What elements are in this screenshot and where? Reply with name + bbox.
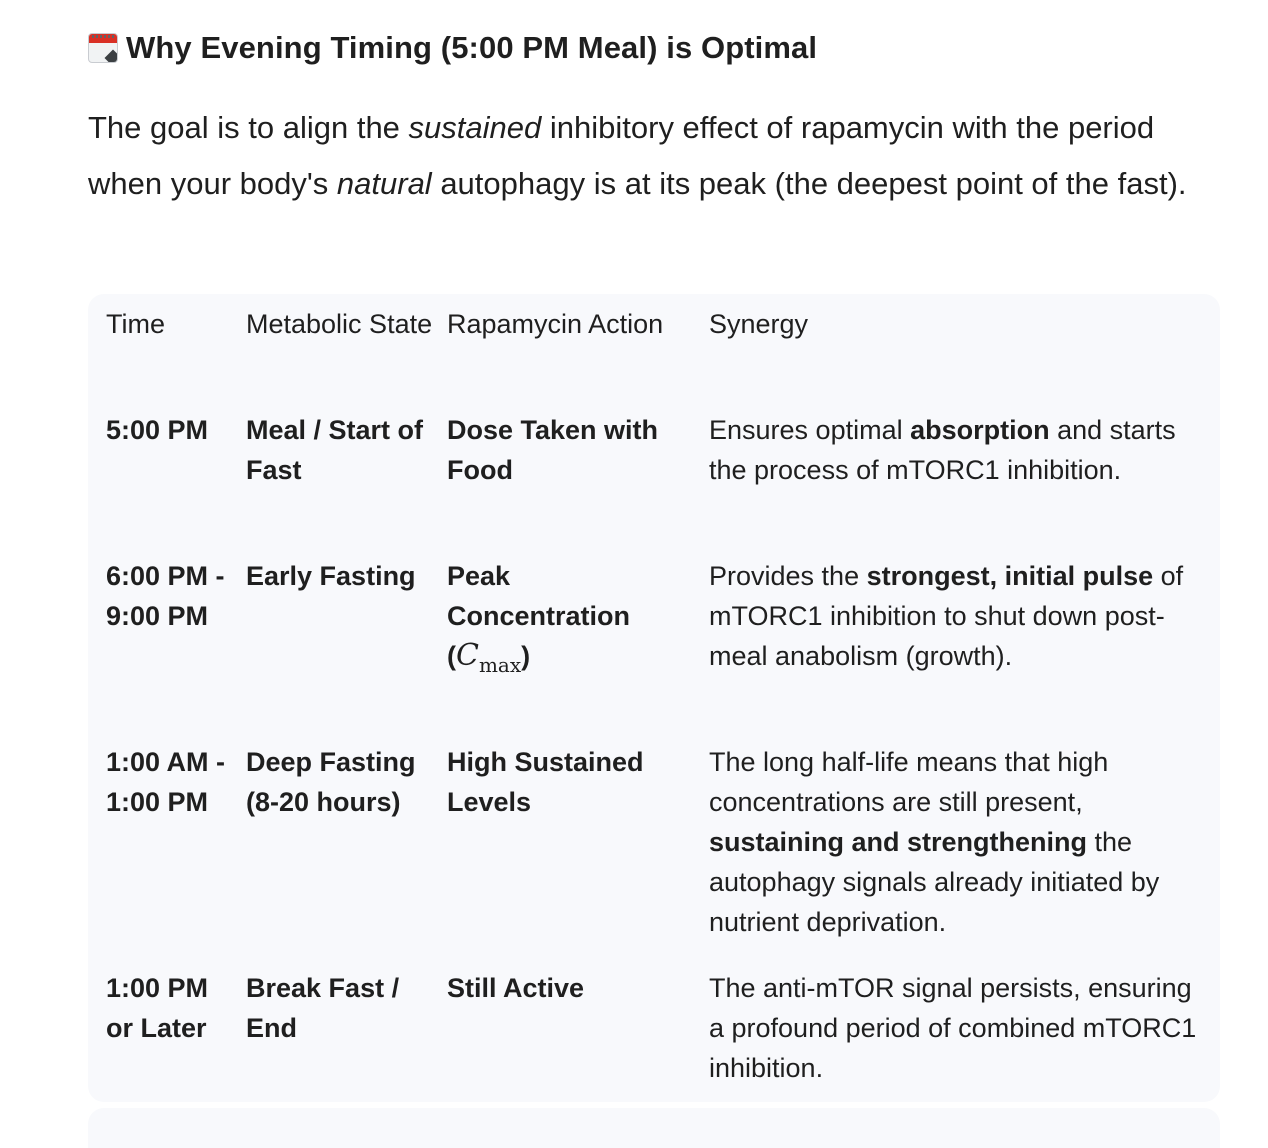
cell-metabolic-state: Deep Fasting (8-20 hours) xyxy=(246,747,416,817)
intro-paragraph: The goal is to align the sustained inhibitory effect of rapamycin with the period when your body's natural autophagy is at its peak (the deepest point of the fast). xyxy=(88,110,1187,201)
cell-rapamycin-action: Still Active xyxy=(447,973,585,1003)
cell-synergy: The long half-life means that high concentrations are still present, sustaining and strengthening the autophagy signals already initiated by nutrient deprivation. xyxy=(709,747,1160,937)
cell-metabolic-state: Break Fast / End xyxy=(246,973,400,1043)
emphasis-sustained: sustained xyxy=(408,110,542,145)
cell-synergy: The anti-mTOR signal persists, ensuring a profound period of combined mTORC1 inhibition. xyxy=(709,973,1197,1083)
cell-metabolic-state: Early Fasting xyxy=(246,561,416,591)
header-synergy: Synergy xyxy=(709,309,809,339)
section-heading xyxy=(88,30,817,66)
header-metabolic-state: Metabolic State xyxy=(246,309,433,339)
timing-table xyxy=(88,294,1220,1102)
emphasis-natural: natural xyxy=(336,166,432,201)
cell-rapamycin-action: High Sustained Levels xyxy=(447,747,644,817)
cell-synergy: Provides the strongest, initial pulse of mTORC1 inhibition to shut down post-meal anabolism (growth). xyxy=(709,561,1184,671)
section-title: Why Evening Timing (5:00 PM Meal) is Optimal xyxy=(126,30,818,65)
cell-time: 6:00 PM - 9:00 PM xyxy=(106,561,225,631)
cell-time: 1:00 PM or Later xyxy=(106,973,209,1043)
next-section-card xyxy=(88,1108,1220,1148)
header-rapamycin-action: Rapamycin Action xyxy=(447,309,664,339)
cell-time: 1:00 AM - 1:00 PM xyxy=(106,747,226,817)
cell-synergy: Ensures optimal absorption and starts the process of mTORC1 inhibition. xyxy=(709,415,1176,485)
header-time: Time xyxy=(106,309,165,339)
cell-rapamycin-action: Dose Taken with Food xyxy=(447,415,659,485)
cell-metabolic-state: Meal / Start of Fast xyxy=(246,415,424,485)
calendar-icon xyxy=(88,33,118,63)
cell-time: 5:00 PM xyxy=(106,415,209,445)
cell-rapamycin-action: Peak Concentration $(C_{max})$ xyxy=(447,561,631,677)
c-max-formula: $C_{max}$ xyxy=(456,638,522,677)
